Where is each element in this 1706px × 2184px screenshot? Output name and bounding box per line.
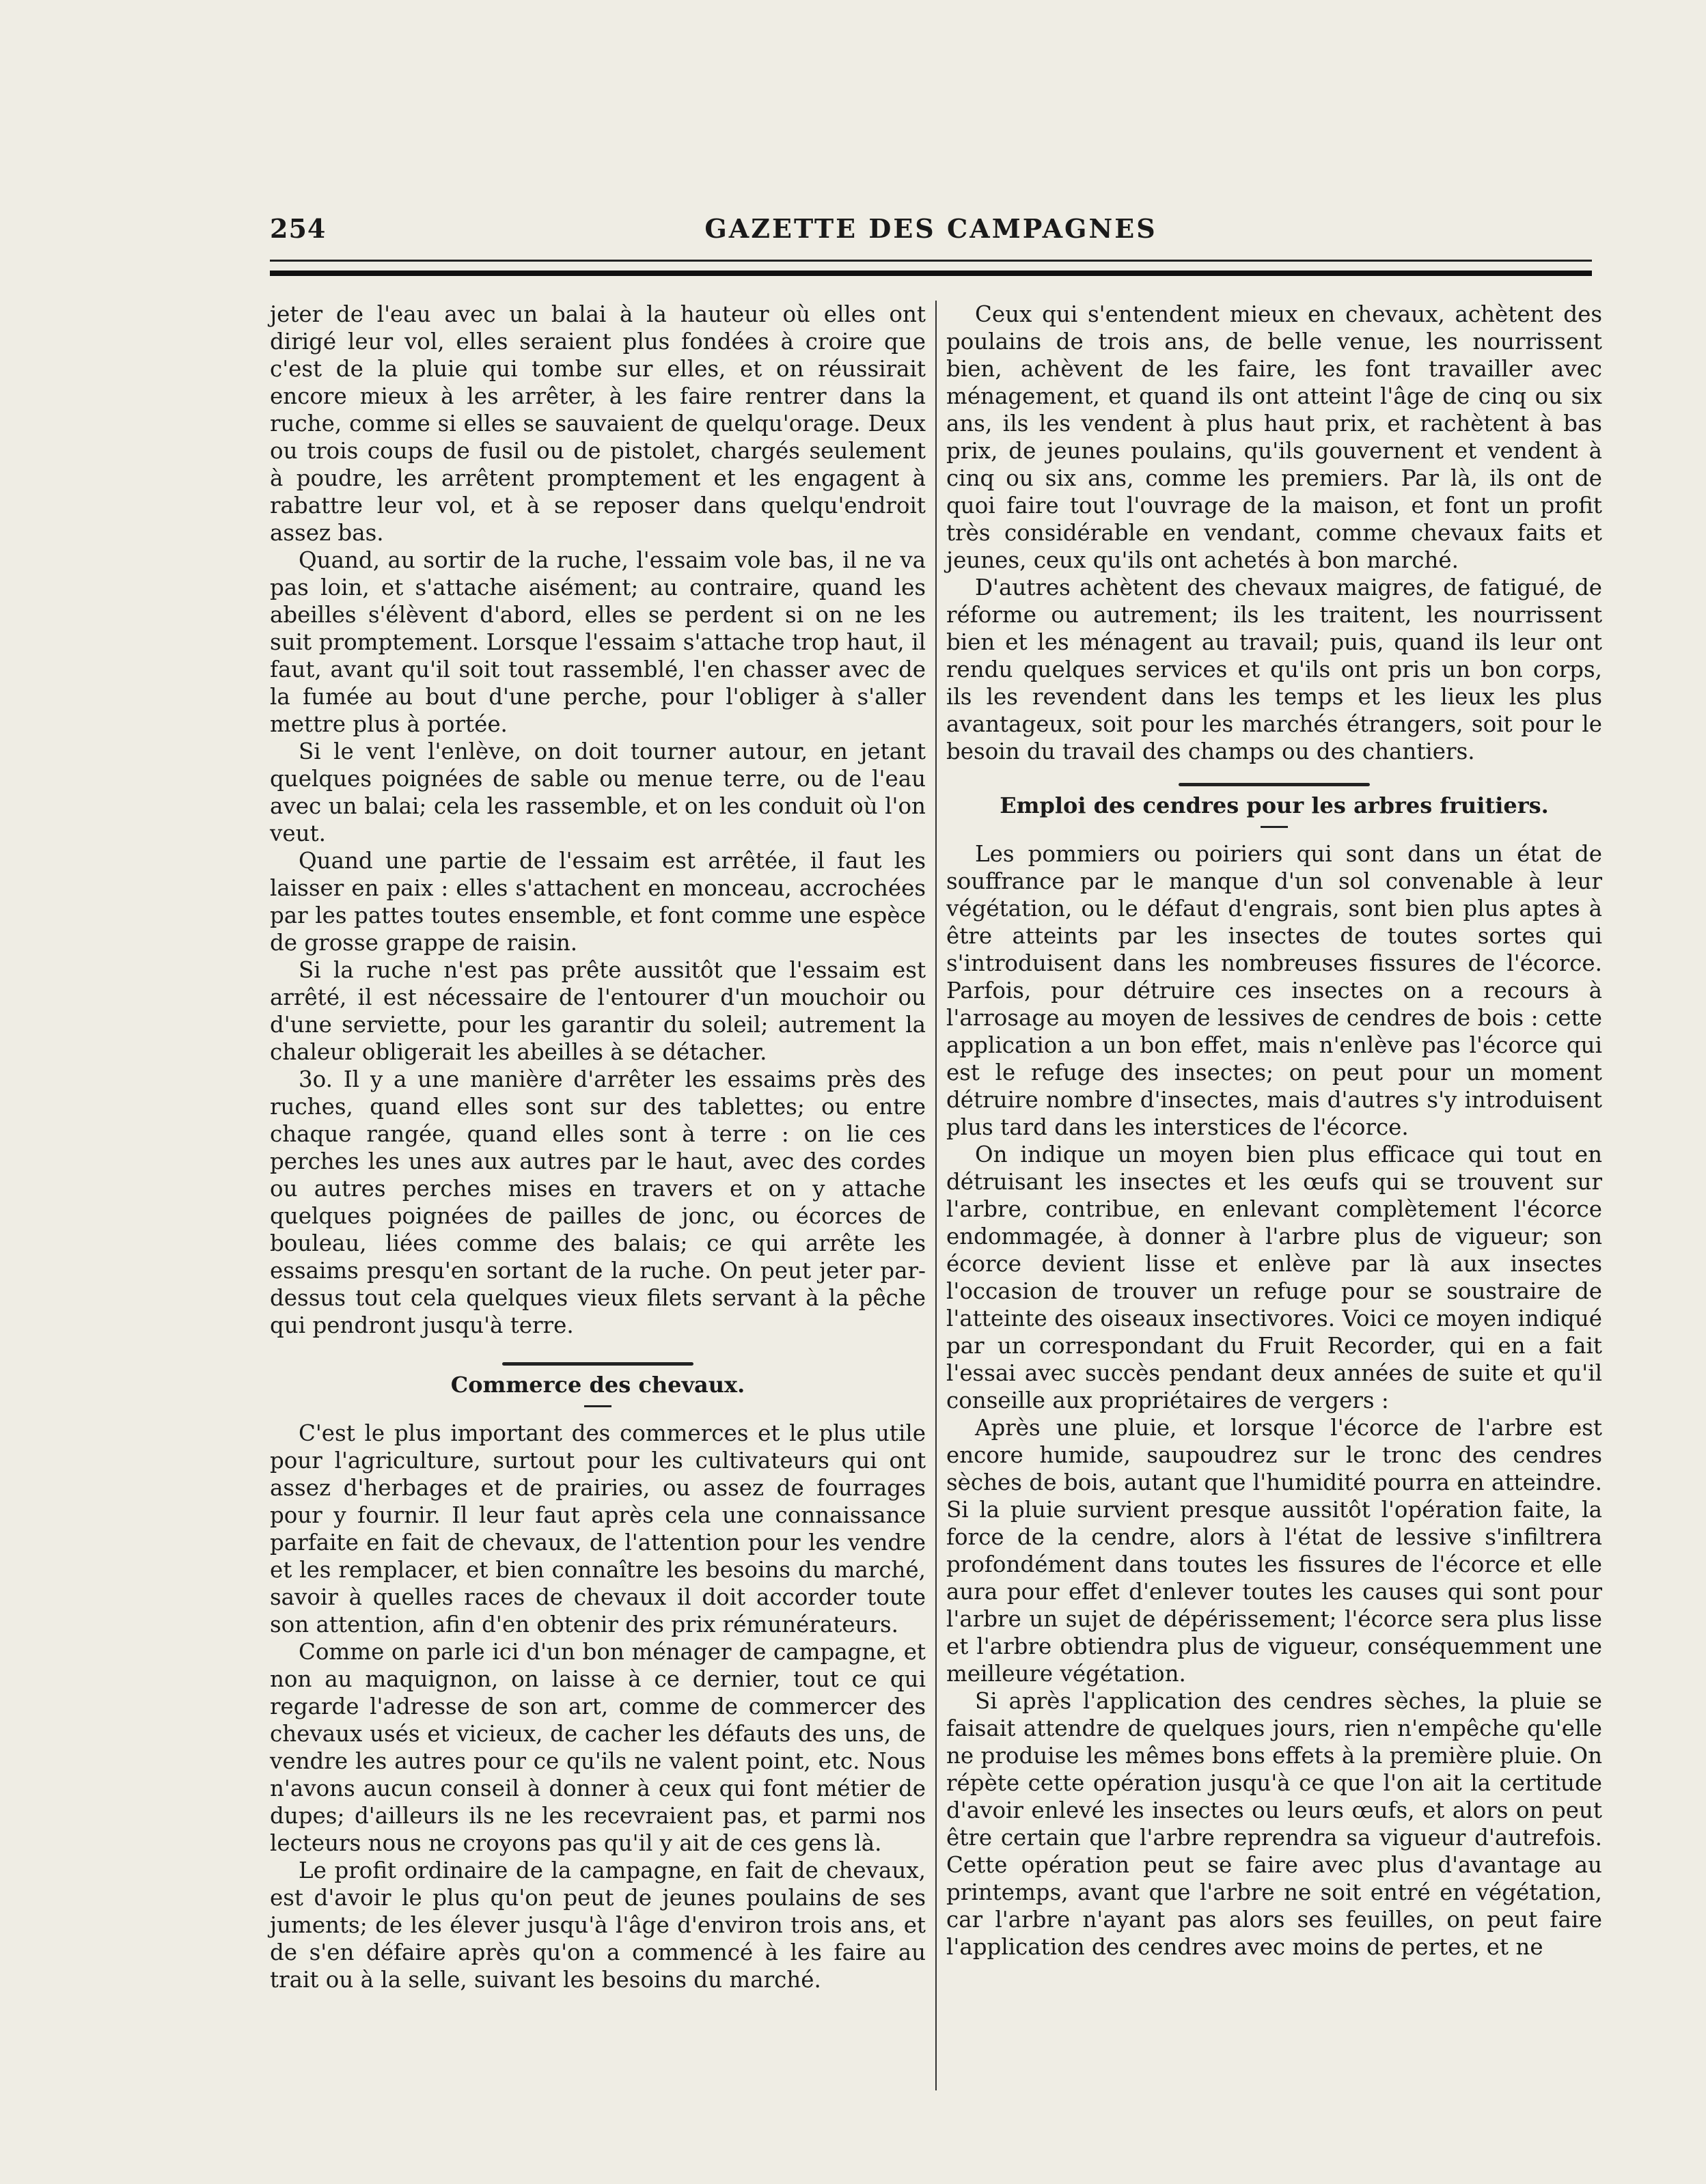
right-column [946,301,1602,1961]
paragraph: Quand une partie de l'essaim est arrêtée, il faut les laisser en paix : elles s'attachent en monceau, accrochées par les pattes toutes ensemble, et font comme une espèce de grosse grappe de raisin. [270,848,926,956]
heading-dash [1261,826,1288,828]
paragraph: Ceux qui s'entendent mieux en chevaux, achètent des poulains de trois ans, de belle venue, les nourrissent bien, achèvent de les faire, les font travailler avec ménagement, et quand ils ont atteint l'âge de cinq ou six ans, ils les vendent à plus haut prix, et rachètent à bas prix, de jeunes poulains, qu'ils gouvernent et vendent à cinq ou six ans, comme les premiers. Par là, ils ont de quoi faire tout l'ouvrage de la maison, et font un profit très considérable en vendant, comme chevaux faits et jeunes, ceux qu'ils ont achetés à bon marché. [946,301,1602,573]
paragraph: On indique un moyen bien plus efficace qui tout en détruisant les insectes et les œufs qui se trouvent sur l'arbre, contribue, en enlevant complètement l'écorce endommagée, à donner à l'arbre plus de vigueur; son écorce devient lisse et enlève par là aux insectes l'occasion de trouver un refuge pour se soustraire de l'atteinte des oiseaux insectivores. Voici ce moyen indiqué par un correspondant du Fruit Recorder, qui en a fait l'essai avec succès pendant deux années de suite et qu'il conseille aux propriétaires de vergers : [946,1142,1602,1413]
heading-ornament [502,1362,693,1366]
section-title: Emploi des cendres pour les arbres fruitiers. [1000,792,1549,818]
section-heading [946,783,1602,828]
left-column [270,301,926,1993]
section-heading [270,1362,926,1407]
header-rule-thick [270,271,1592,276]
paragraph: C'est le plus important des commerces et le plus utile pour l'agriculture, surtout pour les cultivateurs qui ont assez d'herbages et de prairies, ou assez de fourrages pour y fournir. Il leur faut après cela une connaissance parfaite en fait de chevaux, de l'attention pour les vendre et les remplacer, et bien connaître les besoins du marché, savoir à quelles races de chevaux il doit accorder toute son attention, afin d'en obtenir des prix rémunérateurs. [270,1420,926,1637]
paragraph: Quand, au sortir de la ruche, l'essaim vole bas, il ne va pas loin, et s'attache aisément; au contraire, quand les abeilles s'élèvent d'abord, elles se perdent si on ne les suit promptement. Lorsque l'essaim s'attache trop haut, il faut, avant qu'il soit tout rassemblé, l'en chasser avec de la fumée au bout d'une perche, pour l'obliger à s'aller mettre plus à portée. [270,547,926,737]
paragraph: Comme on parle ici d'un bon ménager de campagne, et non au maquignon, on laisse à ce dernier, tout ce qui regarde l'adresse de son art, comme de commercer des chevaux usés et vicieux, de cacher les défauts des uns, de vendre les autres pour ce qu'ils ne valent point, etc. Nous n'avons aucun conseil à donner à ceux qui font métier de dupes; d'ailleurs ils ne les recevraient pas, et parmi nos lecteurs nous ne croyons pas qu'il y ait de ces gens là. [270,1639,926,1856]
heading-dash [584,1405,611,1407]
paragraph: Les pommiers ou poiriers qui sont dans un état de souffrance par le manque d'un sol convenable à leur végétation, ou le défaut d'engrais, sont bien plus aptes à être atteints par les insectes de toutes sortes qui s'introduisent dans les nombreuses fissures de l'écorce. Parfois, pour détruire ces insectes on a recours à l'arrosage au moyen de lessives de cendres de bois : cette application a un bon effet, mais n'enlève pas l'écorce qui est le refuge des insectes; on peut pour un moment détruire nombre d'insectes, mais d'autres s'y introduisent plus tard dans les interstices de l'écorce. [946,841,1602,1140]
section-title: Commerce des chevaux. [450,1372,745,1398]
paragraph: Le profit ordinaire de la campagne, en fait de chevaux, est d'avoir le plus qu'on peut de jeunes poulains de ses juments; de les élever jusqu'à l'âge d'environ trois ans, et de s'en défaire après qu'on a commencé à les faire au trait ou à la selle, suivant les besoins du marché. [270,1857,926,1993]
paragraph: D'autres achètent des chevaux maigres, de fatigué, de réforme ou autrement; ils les traitent, les nourrissent bien et les ménagent au travail; puis, quand ils leur ont rendu quelques services et qu'ils ont pris un bon corps, ils les revendent dans les temps et les lieux les plus avantageux, soit pour les marchés étrangers, soit pour le besoin du travail des champs ou des chantiers. [946,575,1602,764]
page-number: 254 [270,213,327,244]
heading-ornament [1179,783,1370,786]
column-divider [935,301,937,2090]
paragraph: 3o. Il y a une manière d'arrêter les essaims près des ruches, quand elles sont sur des tablettes; ou entre chaque rangée, quand elles sont à terre : on lie ces perches les unes aux autres par le haut, avec des cordes ou autres perches mises en travers et on y attache quelques poignées de pailles de jonc, ou écorces de bouleau, liées comme des balais; ce qui arrête les essaims presqu'en sortant de la ruche. On peut jeter par-dessus tout cela quelques vieux filets servant à la pêche qui pendront jusqu'à terre. [270,1066,926,1338]
paragraph: Après une pluie, et lorsque l'écorce de l'arbre est encore humide, saupoudrez sur le tronc des cendres sèches de bois, autant que l'humidité pourra en atteindre. Si la pluie survient presque aussitôt l'opération faite, la force de la cendre, alors à l'état de lessive s'infiltrera profondément dans toutes les fissures de l'écorce et elle aura pour effet d'enlever toutes les causes qui sont pour l'arbre un sujet de dépérissement; l'écorce sera plus lisse et l'arbre obtiendra plus de vigueur, conséquemment une meilleure végétation. [946,1415,1602,1687]
page-header [270,213,1592,254]
paragraph: jeter de l'eau avec un balai à la hauteur où elles ont dirigé leur vol, elles seraient plus fondées à croire que c'est de la pluie qui tombe sur elles, et on réussirait encore mieux à les arrêter, à les faire rentrer dans la ruche, comme si elles se sauvaient de quelqu'orage. Deux ou trois coups de fusil ou de pistolet, chargés seulement à poudre, les arrêtent promptement et les engagent à rabattre leur vol, et à se reposer dans quelqu'endroit assez bas. [270,301,926,546]
paragraph: Si la ruche n'est pas prête aussitôt que l'essaim est arrêté, il est nécessaire de l'entourer d'un mouchoir ou d'une serviette, pour les garantir du soleil; autrement la chaleur obligerait les abeilles à se détacher. [270,957,926,1065]
paragraph: Si après l'application des cendres sèches, la pluie se faisait attendre de quelques jours, rien n'empêche qu'elle ne produise les mêmes bons effets à la première pluie. On répète cette opération jusqu'à ce que l'on ait la certitude d'avoir enlevé les insectes ou leurs œufs, et alors on peut être certain que l'arbre reprendra sa vigueur d'autrefois. Cette opération peut se faire avec plus d'avantage au printemps, avant que l'arbre ne soit entré en végétation, car l'arbre n'ayant pas alors ses feuilles, on peut faire l'application des cendres avec moins de pertes, et ne [946,1688,1602,1960]
header-rule-thin [270,260,1592,262]
masthead-title: GAZETTE DES CAMPAGNES [704,213,1157,244]
paragraph: Si le vent l'enlève, on doit tourner autour, en jetant quelques poignées de sable ou menue terre, ou de l'eau avec un balai; cela les rassemble, et on les conduit où l'on veut. [270,738,926,846]
